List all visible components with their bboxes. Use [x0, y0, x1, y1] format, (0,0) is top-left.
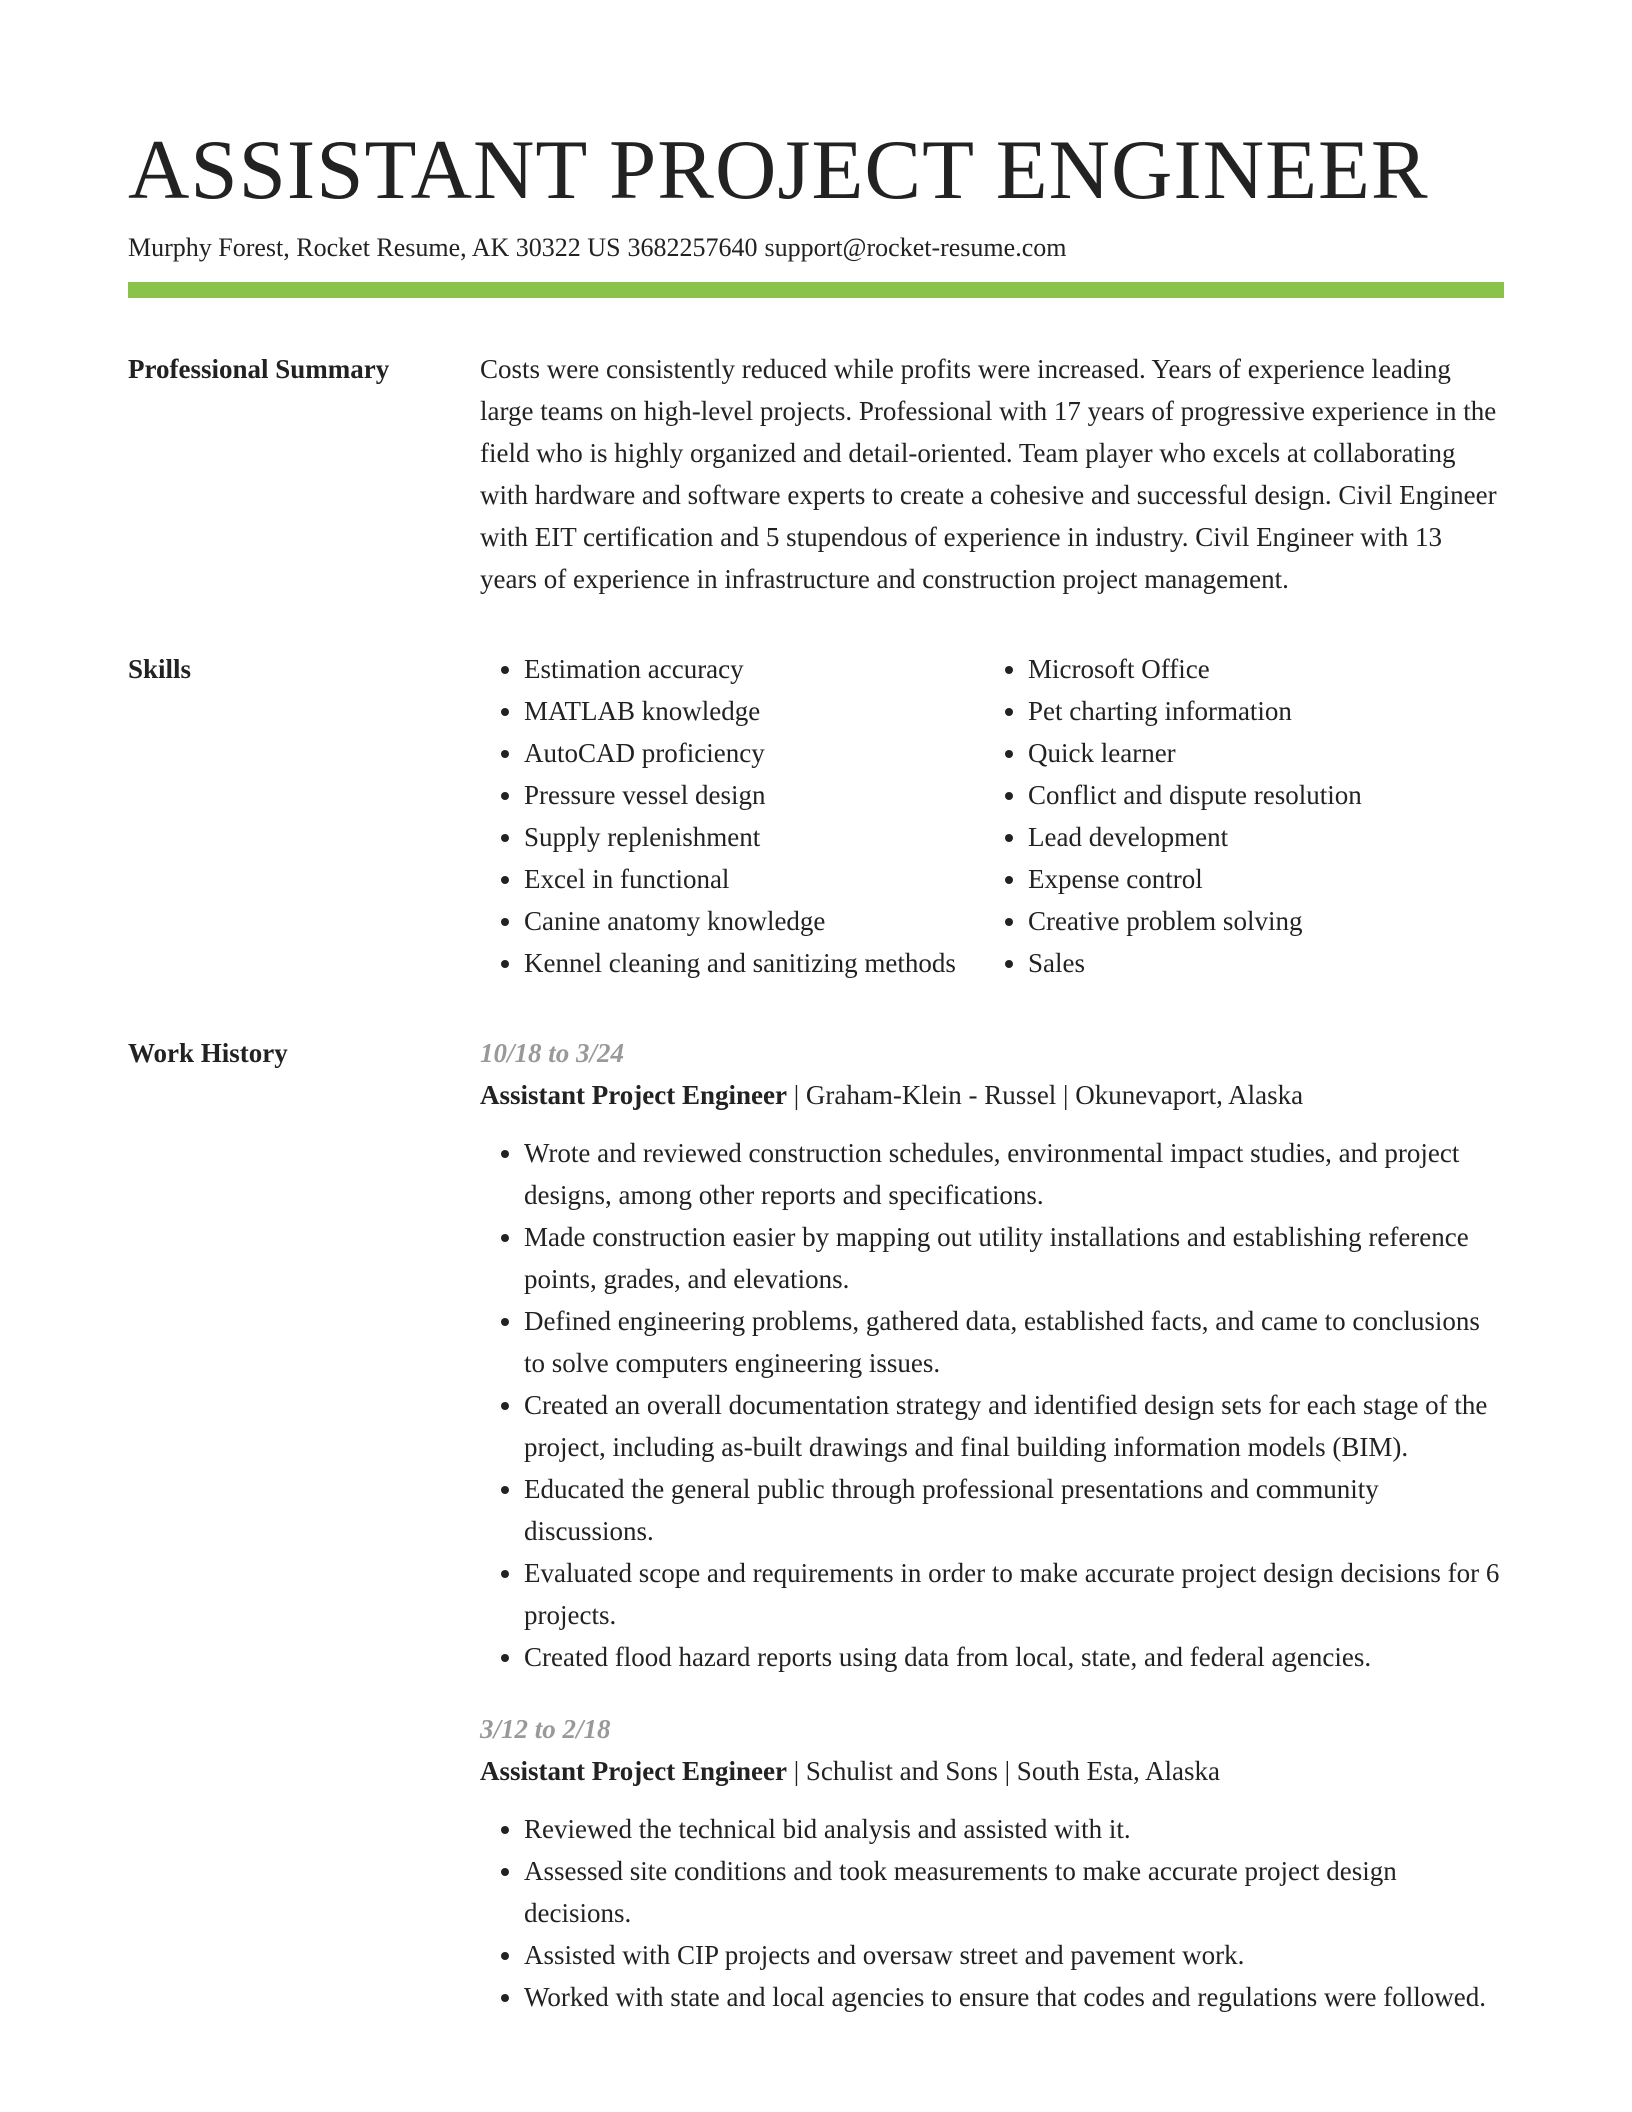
job-title-line — [480, 1750, 1504, 1792]
skill-item: • Lead development — [1028, 816, 1504, 858]
skill-item: • Canine anatomy knowledge — [524, 900, 984, 942]
summary-section — [128, 348, 1504, 600]
header-divider — [128, 282, 1504, 298]
skills-body — [480, 648, 1504, 984]
skill-item: • Creative problem solving — [1028, 900, 1504, 942]
skill-item: • Expense control — [1028, 858, 1504, 900]
job-title: Assistant Project Engineer — [480, 1080, 787, 1110]
job-bullet: • Worked with state and local agencies to ensure that codes and regulations were followed. — [524, 1976, 1504, 2018]
skills-list-left — [480, 648, 984, 984]
job-bullet: • Assessed site conditions and took measurements to make accurate project design decisions. — [524, 1850, 1504, 1934]
skill-item: • Estimation accuracy — [524, 648, 984, 690]
skill-item: • Pressure vessel design — [524, 774, 984, 816]
job-bullet: • Made construction easier by mapping out utility installations and establishing reference points, grades, and elevations. — [524, 1216, 1504, 1300]
job-bullet: • Defined engineering problems, gathered data, established facts, and came to conclusions to solve computers engineering issues. — [524, 1300, 1504, 1384]
skill-item: • Microsoft Office — [1028, 648, 1504, 690]
skill-item: • Excel in functional — [524, 858, 984, 900]
skills-heading: Skills — [128, 654, 192, 684]
job-bullets — [480, 1808, 1504, 2018]
resume-page — [128, 120, 1504, 2018]
summary-text: Costs were consistently reduced while profits were increased. Years of experience leading large teams on high-level projects. Professional with 17 years of progressive experience in the field who is highly organized and detail-oriented. Team player who excels at collaborating with hardware and software experts to create a cohesive and successful design. Civil Engineer with EIT certification and 5 stupendous of experience in industry. Civil Engineer with 13 years of experience in infrastructure and construction project management. — [480, 354, 1497, 594]
summary-body — [480, 348, 1504, 600]
job-bullet: • Evaluated scope and requirements in order to make accurate project design decisions for 6 projects. — [524, 1552, 1504, 1636]
contact-address: Murphy Forest, Rocket Resume, AK 30322 US — [128, 233, 621, 262]
skill-item: • Quick learner — [1028, 732, 1504, 774]
job-title-line — [480, 1074, 1504, 1116]
skills-section — [128, 648, 1504, 984]
contact-line — [128, 230, 1504, 266]
job-bullet: • Reviewed the technical bid analysis and assisted with it. — [524, 1808, 1504, 1850]
job-bullet: • Created an overall documentation strategy and identified design sets for each stage of the project, including as-built drawings and final building information models (BIM). — [524, 1384, 1504, 1468]
job-bullet: • Assisted with CIP projects and oversaw street and pavement work. — [524, 1934, 1504, 1976]
job-dates: 3/12 to 2/18 — [480, 1714, 611, 1744]
job-bullet: • Educated the general public through professional presentations and community discussions. — [524, 1468, 1504, 1552]
skill-item: • AutoCAD proficiency — [524, 732, 984, 774]
job-bullet: • Created flood hazard reports using data from local, state, and federal agencies. — [524, 1636, 1504, 1678]
job-bullet: • Wrote and reviewed construction schedules, environmental impact studies, and project designs, among other reports and specifications. — [524, 1132, 1504, 1216]
resume-title: ASSISTANT PROJECT ENGINEER — [128, 123, 1429, 217]
job-dates: 10/18 to 3/24 — [480, 1038, 625, 1068]
work-history-heading: Work History — [128, 1038, 288, 1068]
skill-item: • Pet charting information — [1028, 690, 1504, 732]
skills-list-right — [984, 648, 1504, 984]
skill-item: • Kennel cleaning and sanitizing methods — [524, 942, 984, 984]
skill-item: • Sales — [1028, 942, 1504, 984]
work-history-body — [480, 1032, 1504, 2018]
job-company-location: | Schulist and Sons | South Esta, Alaska — [786, 1756, 1221, 1786]
work-history-section — [128, 1032, 1504, 2018]
job-company-location: | Graham-Klein - Russel | Okunevaport, Alaska — [786, 1080, 1304, 1110]
job-entry — [480, 1708, 1504, 2018]
contact-phone: 3682257640 — [627, 233, 758, 262]
skill-item: • Supply replenishment — [524, 816, 984, 858]
job-bullets — [480, 1132, 1504, 1678]
skill-item: • Conflict and dispute resolution — [1028, 774, 1504, 816]
summary-heading: Professional Summary — [128, 354, 390, 384]
job-title: Assistant Project Engineer — [480, 1756, 787, 1786]
job-entry — [480, 1032, 1504, 1678]
skill-item: • MATLAB knowledge — [524, 690, 984, 732]
contact-email: support@rocket-resume.com — [764, 233, 1067, 262]
